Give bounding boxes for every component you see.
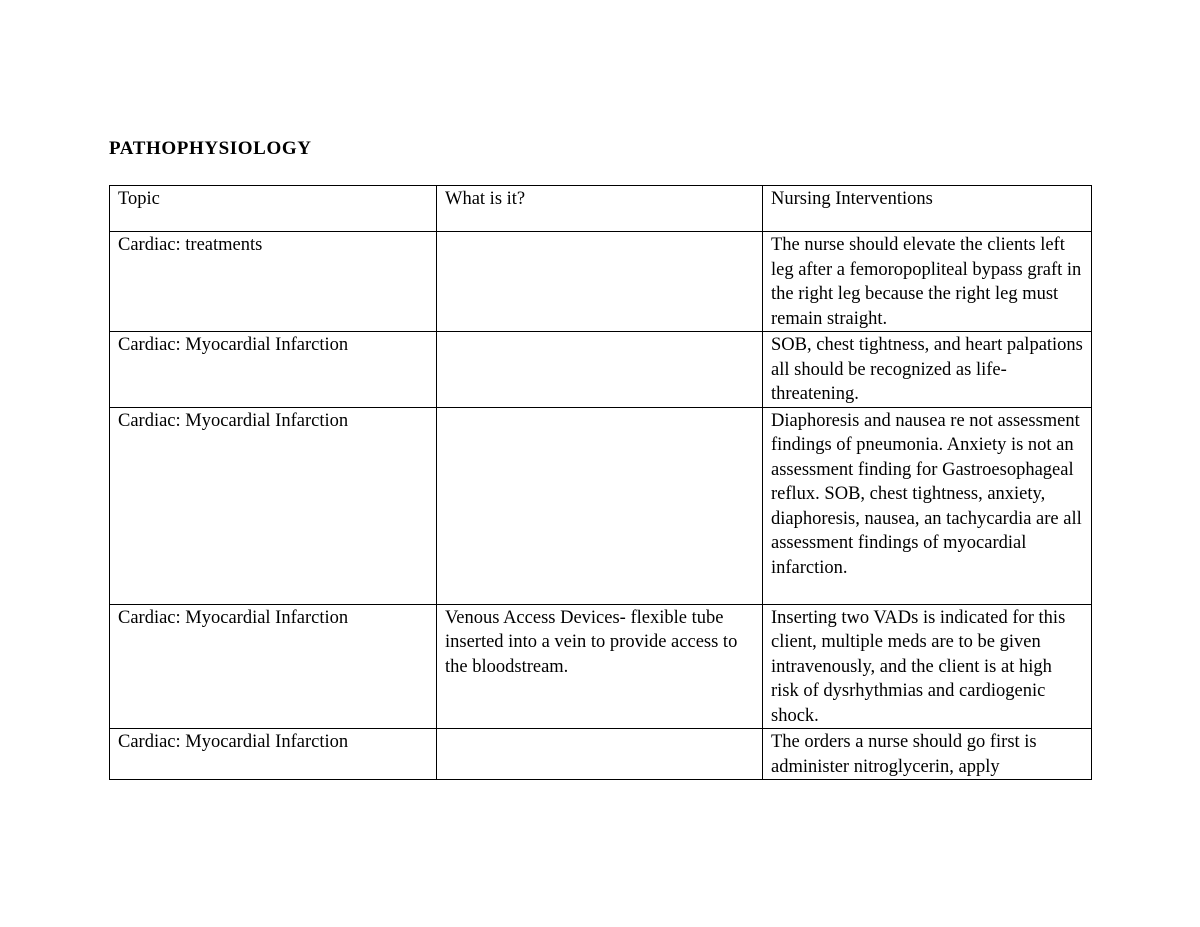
interventions-cell: SOB, chest tightness, and heart palpations all should be recognized as life-threatening. xyxy=(763,332,1092,408)
interventions-cell: The nurse should elevate the clients left leg after a femoropopliteal bypass graft in the right leg because the right leg must remain straight. xyxy=(763,232,1092,332)
topic-cell: Cardiac: Myocardial Infarction xyxy=(110,729,437,780)
table-header-row xyxy=(110,186,1092,232)
what-cell xyxy=(437,332,763,408)
topic-cell: Cardiac: treatments xyxy=(110,232,437,332)
pathophysiology-table xyxy=(109,185,1092,780)
topic-cell: Cardiac: Myocardial Infarction xyxy=(110,604,437,729)
what-cell xyxy=(437,407,763,604)
table-row xyxy=(110,407,1092,604)
interventions-cell: Diaphoresis and nausea re not assessment findings of pneumonia. Anxiety is not an assessment finding for Gastroesophageal reflux. SOB, chest tightness, anxiety, diaphoresis, nausea, an tachycardia are all assessment findings of myocardial infarction. xyxy=(763,407,1092,604)
what-cell xyxy=(437,729,763,780)
topic-cell: Cardiac: Myocardial Infarction xyxy=(110,407,437,604)
header-topic: Topic xyxy=(110,186,437,232)
what-cell: Venous Access Devices- flexible tube inserted into a vein to provide access to the bloodstream. xyxy=(437,604,763,729)
table-row xyxy=(110,332,1092,408)
table-row xyxy=(110,232,1092,332)
header-what-is-it: What is it? xyxy=(437,186,763,232)
interventions-cell: Inserting two VADs is indicated for this client, multiple meds are to be given intravenously, and the client is at high risk of dysrhythmias and cardiogenic shock. xyxy=(763,604,1092,729)
topic-cell: Cardiac: Myocardial Infarction xyxy=(110,332,437,408)
page-title: PATHOPHYSIOLOGY xyxy=(109,138,312,159)
header-nursing-interventions: Nursing Interventions xyxy=(763,186,1092,232)
table-row xyxy=(110,604,1092,729)
interventions-cell: The orders a nurse should go first is administer nitroglycerin, apply xyxy=(763,729,1092,780)
what-cell xyxy=(437,232,763,332)
table-row xyxy=(110,729,1092,780)
